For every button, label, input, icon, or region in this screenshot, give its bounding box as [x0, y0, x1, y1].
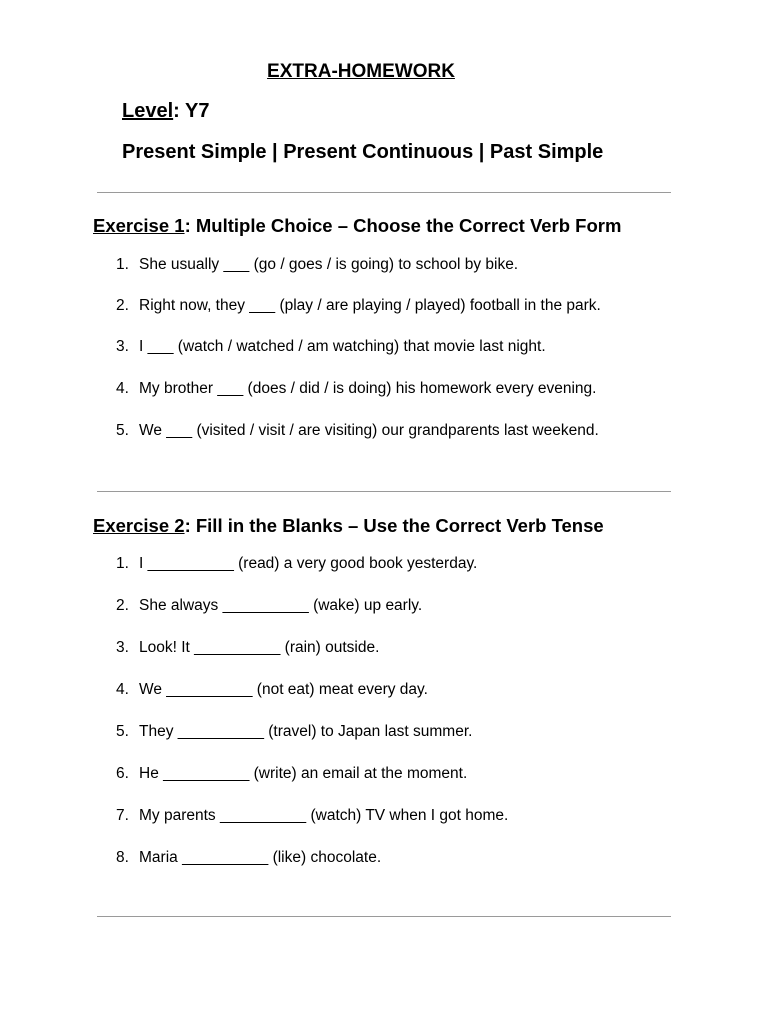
level-line	[122, 100, 209, 123]
question-number: 2.	[116, 597, 129, 614]
question-number: 8.	[116, 849, 129, 866]
exercise2-heading	[93, 515, 604, 537]
question-number: 4.	[116, 380, 129, 397]
question-number: 3.	[116, 338, 129, 355]
divider-top	[97, 192, 671, 193]
question-number: 1.	[116, 256, 129, 273]
exercise1-question	[116, 297, 601, 315]
exercise1-title: : Multiple Choice – Choose the Correct Verb Form	[184, 215, 622, 236]
exercise2-question	[116, 807, 508, 825]
question-number: 2.	[116, 297, 129, 314]
level-label: Level	[122, 100, 174, 122]
question-text: She usually ___ (go / goes / is going) to school by bike.	[139, 256, 519, 273]
question-number: 5.	[116, 422, 129, 439]
exercise2-question	[116, 639, 379, 657]
topics-line: Present Simple | Present Continuous | Past Simple	[122, 141, 604, 163]
exercise1-heading	[93, 215, 621, 237]
question-text: We __________ (not eat) meat every day.	[139, 681, 428, 698]
question-text: I ___ (watch / watched / am watching) that movie last night.	[139, 338, 546, 355]
question-text: Look! It __________ (rain) outside.	[139, 639, 380, 656]
exercise2-question	[116, 555, 477, 573]
question-number: 1.	[116, 555, 129, 572]
question-text: We ___ (visited / visit / are visiting) our grandparents last weekend.	[139, 422, 599, 439]
exercise1-question	[116, 338, 546, 356]
exercise2-question	[116, 723, 472, 741]
question-text: Right now, they ___ (play / are playing / played) football in the park.	[139, 297, 601, 314]
divider-bottom	[97, 916, 671, 917]
exercise2-question	[116, 765, 467, 783]
question-number: 4.	[116, 681, 129, 698]
exercise2-title: : Fill in the Blanks – Use the Correct Verb Tense	[184, 515, 604, 536]
question-number: 3.	[116, 639, 129, 656]
question-text: My brother ___ (does / did / is doing) his homework every evening.	[139, 380, 597, 397]
exercise2-label: Exercise 2	[93, 515, 185, 536]
question-text: She always __________ (wake) up early.	[139, 597, 423, 614]
question-number: 6.	[116, 765, 129, 782]
exercise1-label: Exercise 1	[93, 215, 185, 236]
exercise1-question	[116, 422, 599, 440]
document-title: EXTRA-HOMEWORK	[267, 61, 455, 82]
question-number: 7.	[116, 807, 129, 824]
exercise1-question	[116, 256, 518, 274]
question-text: They __________ (travel) to Japan last summer.	[139, 723, 473, 740]
question-text: Maria __________ (like) chocolate.	[139, 849, 382, 866]
exercise2-question	[116, 597, 422, 615]
question-text: He __________ (write) an email at the moment.	[139, 765, 468, 782]
level-value: : Y7	[173, 100, 210, 122]
question-text: My parents __________ (watch) TV when I got home.	[139, 807, 509, 824]
exercise1-question	[116, 380, 596, 398]
question-text: I __________ (read) a very good book yesterday.	[139, 555, 478, 572]
divider-middle	[97, 491, 671, 492]
exercise2-question	[116, 681, 428, 699]
exercise2-question	[116, 849, 381, 867]
question-number: 5.	[116, 723, 129, 740]
